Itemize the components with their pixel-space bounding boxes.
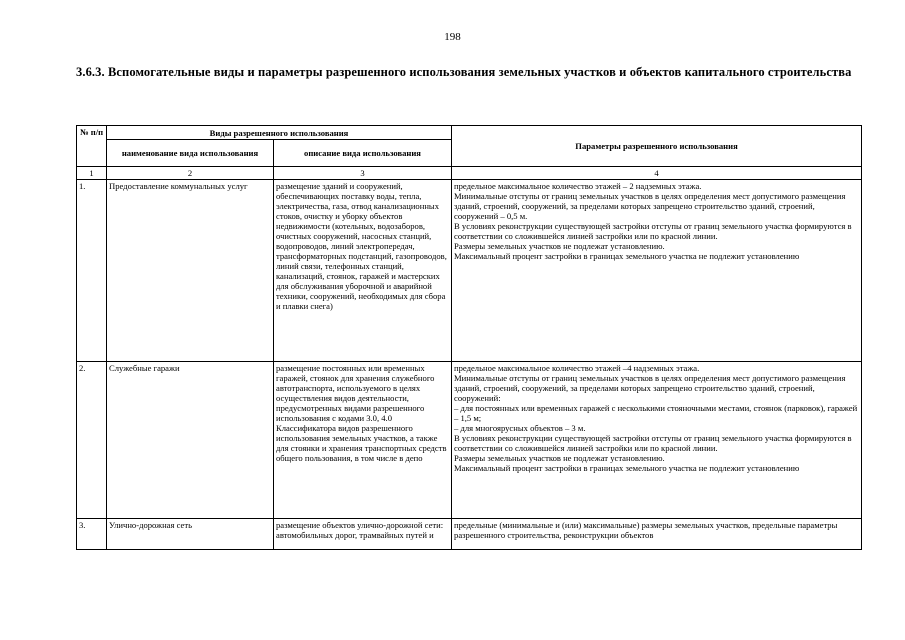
page-number: 198 bbox=[444, 31, 461, 43]
table-row bbox=[77, 362, 862, 519]
header-group: Виды разрешенного использования bbox=[107, 126, 452, 140]
section-title: 3.6.3. Вспомогательные виды и параметры разрешенного использования земельных участков и объектов капитального строительства bbox=[76, 65, 852, 79]
params-line: – для многоярусных объектов – 3 м. bbox=[454, 423, 586, 433]
column-number-row bbox=[77, 167, 862, 180]
row-num: 2. bbox=[77, 362, 107, 519]
params-line: Максимальный процент застройки в границах земельного участка не подлежит установлению bbox=[454, 251, 800, 261]
row-name: Служебные гаражи bbox=[107, 362, 274, 519]
row-num: 1. bbox=[77, 180, 107, 362]
header-num: № п/п bbox=[77, 126, 107, 167]
column-number: 4 bbox=[452, 167, 862, 180]
header-description: описание вида использования bbox=[274, 140, 452, 167]
params-line: Минимальные отступы от границ земельных участков в целях определения мест допустимого размещения зданий, строений, сооружений, за пределами которых запрещено строительство зданий, строений, сооружений – 0,5 м. bbox=[454, 191, 846, 221]
params-line: предельное максимальное количество этажей –4 надземных этажа. bbox=[454, 363, 700, 373]
row-name: Улично-дорожная сеть bbox=[107, 519, 274, 550]
params-line: – для постоянных или временных гаражей с несколькими стояночными местами, стоянок (парковок), гаражей – 1,5 м; bbox=[454, 403, 858, 423]
table-row bbox=[77, 180, 862, 362]
row-description: размещение постоянных или временных гаражей, стоянок для хранения служебного автотранспорта, используемого в целях осуществления видов деятельности, предусмотренных видами разрешенного использования с кодами 3.0, 4.0 Классификатора видов разрешенного использования земельных участков, а также для стоянки и хранения транспортных средств общего пользования, в том числе в депо bbox=[274, 362, 452, 519]
permitted-use-table bbox=[76, 125, 862, 550]
row-num: 3. bbox=[77, 519, 107, 550]
params-line: Размеры земельных участков не подлежат установлению. bbox=[454, 241, 665, 251]
params-line: Размеры земельных участков не подлежат установлению. bbox=[454, 453, 665, 463]
row-name: Предоставление коммунальных услуг bbox=[107, 180, 274, 362]
column-number: 2 bbox=[107, 167, 274, 180]
row-description: размещение объектов улично-дорожной сети: автомобильных дорог, трамвайных путей и bbox=[274, 519, 452, 550]
row-params bbox=[452, 180, 862, 362]
header-params: Параметры разрешенного использования bbox=[452, 126, 862, 167]
header-name: наименование вида использования bbox=[107, 140, 274, 167]
params-line: В условиях реконструкции существующей застройки отступы от границ земельного участка формируются в соответствии со сложившейся линией застройки или по красной линии. bbox=[454, 221, 852, 241]
params-line: Максимальный процент застройки в границах земельного участка не подлежит установлению bbox=[454, 463, 800, 473]
params-line: Минимальные отступы от границ земельных участков в целях определения мест допустимого размещения зданий, строений, сооружений, за пределами которых запрещено строительство зданий, строений, сооружений: bbox=[454, 373, 846, 403]
params-line: предельные (минимальные и (или) максимальные) размеры земельных участков, предельные параметры разрешенного строительства, реконструкции объектов bbox=[454, 520, 838, 540]
params-line: предельное максимальное количество этажей – 2 надземных этажа. bbox=[454, 181, 702, 191]
params-line: В условиях реконструкции существующей застройки отступы от границ земельного участка формируются в соответствии со сложившейся линией застройки или по красной линии. bbox=[454, 433, 852, 453]
row-params bbox=[452, 519, 862, 550]
row-params bbox=[452, 362, 862, 519]
header-row-1 bbox=[77, 126, 862, 140]
row-description: размещение зданий и сооружений, обеспечивающих поставку воды, тепла, электричества, газа, отвод канализационных стоков, очистку и уборку объектов недвижимости (котельных, водозаборов, очистных сооружений, насосных станций, водопроводов, линий электропередач, трансформаторных подстанций, газопроводов, линий связи, телефонных станций, канализаций, стоянок, гаражей и мастерских для обслуживания уборочной и аварийной техники, сооружений, необходимых для сбора и плавки снега) bbox=[274, 180, 452, 362]
column-number: 1 bbox=[77, 167, 107, 180]
column-number: 3 bbox=[274, 167, 452, 180]
table-row bbox=[77, 519, 862, 550]
